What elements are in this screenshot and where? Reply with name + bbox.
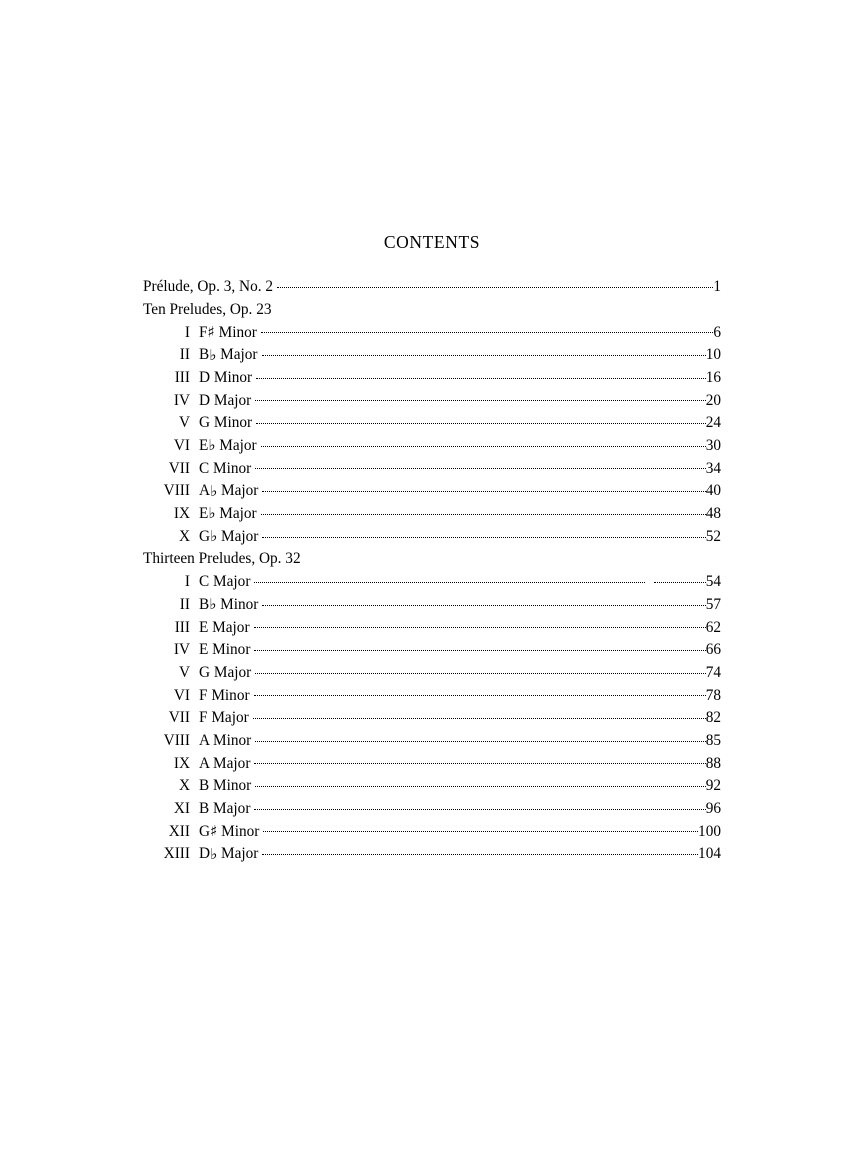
toc-entry-row[interactable] — [143, 594, 721, 617]
toc-entry-numeral: III — [174, 618, 190, 636]
toc-entry-row[interactable] — [143, 707, 721, 730]
dot-leader — [255, 662, 705, 677]
flat-icon: ♭ — [208, 504, 216, 523]
toc-entry-key: D Major — [199, 391, 252, 409]
toc-entry-key: E♭ Major — [199, 436, 257, 455]
toc-entry-numeral: I — [184, 573, 190, 591]
toc-entry-row[interactable] — [143, 412, 721, 435]
toc-entry-row[interactable] — [143, 639, 721, 662]
toc-entry-key: F♯ Minor — [199, 322, 257, 341]
flat-icon: ♭ — [209, 345, 217, 364]
toc-entry-row[interactable] — [143, 843, 721, 866]
toc-page-number: 66 — [705, 641, 721, 659]
toc-page-number: 16 — [705, 369, 721, 387]
toc-entry-row[interactable] — [143, 367, 721, 390]
toc-entry-numeral: XII — [168, 822, 190, 840]
toc-entry-row[interactable] — [143, 662, 721, 685]
dot-leader — [255, 775, 705, 790]
dot-leader — [254, 616, 706, 631]
toc-entry-row[interactable] — [143, 775, 721, 798]
toc-entry-title: Thirteen Preludes, Op. 32 — [143, 550, 301, 568]
dot-leader — [254, 798, 705, 813]
toc-entry-key: B Major — [199, 800, 251, 818]
toc-entry-numeral: V — [178, 663, 190, 681]
toc-section-row[interactable] — [143, 299, 721, 322]
toc-entry-title: Ten Preludes, Op. 23 — [143, 300, 272, 318]
toc-entry-numeral: II — [179, 346, 190, 364]
dot-leader — [256, 367, 706, 382]
toc-page-number: 100 — [698, 822, 721, 840]
dot-leader — [253, 707, 706, 722]
toc-entry-row[interactable] — [143, 798, 721, 821]
toc-page-number: 54 — [705, 573, 721, 591]
toc-page-number: 88 — [705, 754, 721, 772]
toc-entry-numeral: IV — [173, 391, 190, 409]
toc-entry-numeral: IX — [173, 754, 190, 772]
toc-entry-key: F Major — [199, 709, 249, 727]
toc-page-number: 10 — [705, 346, 721, 364]
flat-icon: ♭ — [210, 481, 218, 500]
toc-page-number: 104 — [698, 845, 721, 863]
toc-entry-key: C Major — [199, 573, 251, 591]
toc-entry-numeral: VII — [168, 709, 190, 727]
dot-leader — [256, 412, 706, 427]
toc-entry-numeral: XI — [173, 800, 190, 818]
toc-entry-row[interactable] — [143, 344, 721, 367]
toc-entry-row[interactable] — [143, 730, 721, 753]
toc-page-number: 78 — [705, 686, 721, 704]
dot-leader — [255, 389, 705, 404]
toc-entry-key: A♭ Major — [199, 481, 259, 500]
toc-entry-numeral: I — [184, 323, 190, 341]
toc-entry-key: C Minor — [199, 459, 252, 477]
dot-leader — [254, 752, 705, 767]
toc-entry-numeral: II — [179, 595, 190, 613]
toc-entry-row[interactable] — [143, 821, 721, 844]
dot-leader — [263, 821, 698, 836]
toc-page-number: 74 — [705, 663, 721, 681]
toc-entry-numeral: IV — [173, 641, 190, 659]
toc-page-number: 82 — [705, 709, 721, 727]
toc-page-number: 24 — [705, 414, 721, 432]
toc-entry-key: E Major — [199, 618, 250, 636]
sharp-icon: ♯ — [207, 322, 215, 341]
toc-entry-title: Prélude, Op. 3, No. 2 — [143, 278, 274, 296]
toc-entry-key: G♭ Major — [199, 527, 259, 546]
toc-page-number: 85 — [705, 732, 721, 750]
toc-entry-numeral: VIII — [163, 732, 190, 750]
toc-page-number: 1 — [713, 278, 721, 296]
toc-page-number: 34 — [705, 459, 721, 477]
toc-entry-row[interactable] — [143, 616, 721, 639]
toc-entry-row[interactable] — [143, 684, 721, 707]
toc-entry-numeral: VI — [173, 686, 190, 704]
toc-page-number: 52 — [705, 527, 721, 545]
dot-leader — [255, 730, 705, 745]
toc-entry-key: G♯ Minor — [199, 822, 260, 841]
toc-entry-row[interactable] — [143, 480, 721, 503]
toc-entry-row[interactable] — [143, 526, 721, 549]
toc-entry-key: D♭ Major — [199, 844, 259, 863]
dot-leader — [277, 276, 713, 291]
toc-entry-numeral: X — [178, 777, 190, 795]
sharp-icon: ♯ — [210, 822, 218, 841]
toc-entry-key: B♭ Minor — [199, 595, 259, 614]
flat-icon: ♭ — [209, 595, 217, 614]
dot-leader — [262, 480, 705, 495]
dot-leader — [255, 458, 705, 473]
toc-entry-key: B♭ Major — [199, 345, 258, 364]
toc-entry-numeral: XIII — [163, 845, 190, 863]
flat-icon: ♭ — [210, 844, 218, 863]
toc-entry-row[interactable] — [143, 503, 721, 526]
toc-page-number: 48 — [705, 505, 721, 523]
dot-leader — [254, 571, 705, 586]
toc-page-number: 30 — [705, 437, 721, 455]
toc-entry-numeral: III — [174, 369, 190, 387]
toc-section-row[interactable] — [143, 548, 721, 571]
toc-page-number: 40 — [705, 482, 721, 500]
toc-entry-row[interactable] — [143, 752, 721, 775]
toc-entry-key: G Major — [199, 663, 252, 681]
toc-entry-key: A Major — [199, 754, 251, 772]
toc-section-row[interactable] — [143, 276, 721, 299]
toc-entry-row[interactable] — [143, 458, 721, 481]
toc-entry-key: B Minor — [199, 777, 252, 795]
toc-entry-key: E♭ Major — [199, 504, 257, 523]
toc-page-number: 20 — [705, 391, 721, 409]
toc-entry-row[interactable] — [143, 571, 721, 594]
dot-leader — [261, 321, 713, 336]
toc-entry-row[interactable] — [143, 321, 721, 344]
toc-entry-numeral: VII — [168, 459, 190, 477]
toc-entry-key: D Minor — [199, 369, 253, 387]
page-title: CONTENTS — [383, 232, 481, 252]
toc-entry-key: F Minor — [199, 686, 250, 704]
dot-leader — [262, 843, 698, 858]
dot-leader — [254, 639, 705, 654]
toc-entry-numeral: VI — [173, 437, 190, 455]
toc-page-number: 96 — [705, 800, 721, 818]
dot-leader — [254, 684, 706, 699]
toc-entry-row[interactable] — [143, 435, 721, 458]
flat-icon: ♭ — [210, 527, 218, 546]
toc-entry-row[interactable] — [143, 389, 721, 412]
toc-entry-numeral: IX — [173, 505, 190, 523]
toc-page-number: 57 — [705, 595, 721, 613]
flat-icon: ♭ — [208, 436, 216, 455]
toc-entry-numeral: VIII — [163, 482, 190, 500]
toc-page-number: 92 — [705, 777, 721, 795]
dot-leader — [262, 344, 706, 359]
toc-entry-numeral: X — [178, 527, 190, 545]
dot-leader — [262, 526, 705, 541]
dot-leader — [261, 503, 706, 518]
toc-entry-list — [143, 276, 721, 866]
dot-leader — [262, 594, 705, 609]
toc-entry-key: E Minor — [199, 641, 251, 659]
toc-entry-key: A Minor — [199, 732, 252, 750]
toc-page-number: 6 — [713, 323, 721, 341]
dot-leader — [261, 435, 706, 450]
toc-page-number: 62 — [705, 618, 721, 636]
toc-entry-numeral: V — [178, 414, 190, 432]
toc-entry-key: G Minor — [199, 414, 253, 432]
